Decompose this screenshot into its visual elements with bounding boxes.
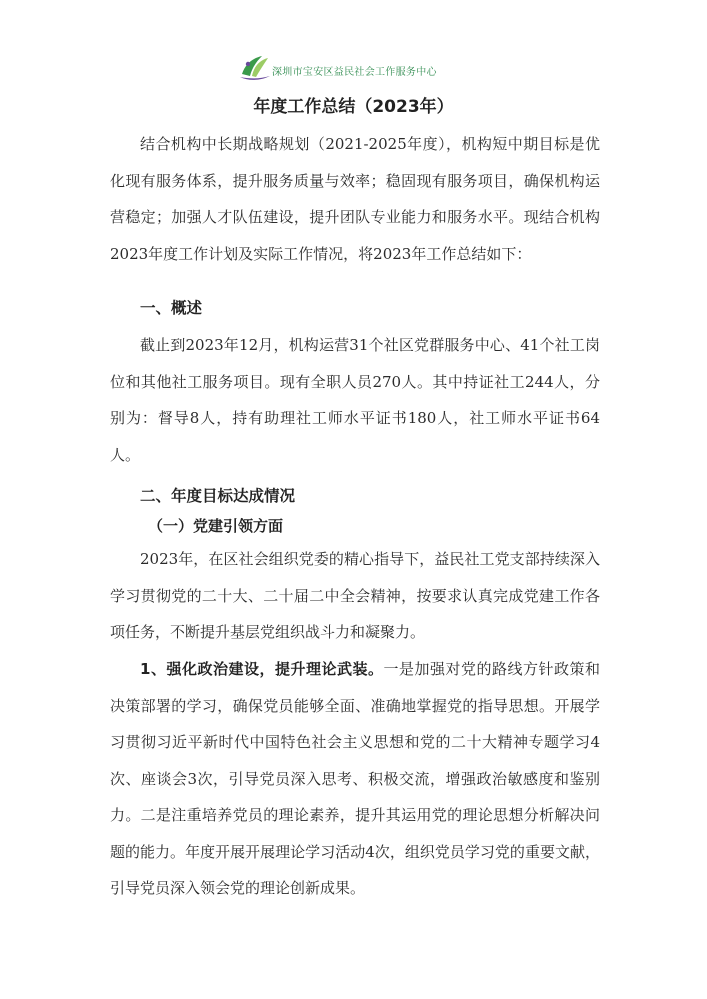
item-lead-text: 1、强化政治建设，提升理论武装。 — [140, 660, 384, 678]
section-heading-overview: 一、概述 — [140, 299, 203, 317]
party-building-paragraph: 2023年，在区社会组织党委的精心指导下，益民社工党支部持续深入学习贯彻党的二十大、二十届二中全会精神，按要求认真完成党建工作各项任务，不断提升基层党组织战斗力和凝聚力。 — [110, 550, 600, 641]
organization-name: 深圳市宝安区益民社会工作服务中心 — [272, 67, 437, 78]
section-heading-goals: 二、年度目标达成情况 — [140, 487, 296, 505]
page-header — [0, 52, 707, 84]
document-title: 年度工作总结（2023年） — [253, 97, 454, 117]
overview-paragraph: 截止到2023年12月，机构运营31个社区党群服务中心、41个社工岗位和其他社工服务项目。现有全职人员270人。其中持证社工244人，分别为：督导8人，持有助理社工师水平证书180人，社工师水平证书64人。 — [110, 336, 600, 464]
item-body-text: 一是加强对党的路线方针政策和决策部署的学习，确保党员能够全面、准确地掌握党的指导思想。开展学习贯彻习近平新时代中国特色社会主义思想和党的二十大精神专题学习4次、座谈会3次，引导党员深入思考、积极交流，增强政治敏感度和鉴别力。二是注重培养党员的理论素养，提升其运用党的理论思想分析解决问题的能力。年度开展开展理论学习活动4次，组织党员学习党的重要文献，引导党员深入领会党的理论创新成果。 — [110, 660, 600, 897]
item-political-construction — [110, 651, 600, 907]
subsection-heading-party-building: （一）党建引领方面 — [148, 517, 284, 535]
intro-paragraph: 结合机构中长期战略规划（2021-2025年度），机构短中期目标是优化现有服务体系，提升服务质量与效率；稳固现有服务项目，确保机构运营稳定；加强人才队伍建设，提升团队专业能力和服务水平。现结合机构2023年度工作计划及实际工作情况，将2023年工作总结如下： — [110, 135, 600, 263]
organization-logo-icon — [238, 52, 272, 82]
